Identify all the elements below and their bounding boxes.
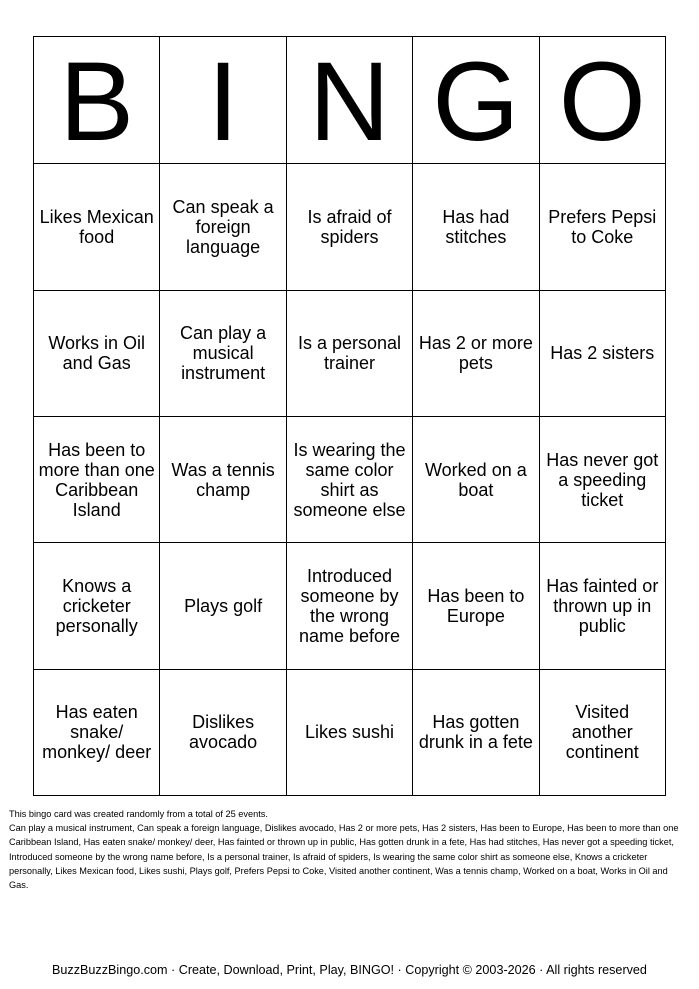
card-cell: Introduced someone by the wrong name before (286, 543, 412, 669)
card-row (34, 669, 666, 795)
card-cell: Has gotten drunk in a fete (413, 669, 539, 795)
card-cell: Has eaten snake/ monkey/ deer (34, 669, 160, 795)
card-cell: Has never got a speeding ticket (539, 416, 665, 542)
card-cell: Knows a cricketer personally (34, 543, 160, 669)
card-cell: Works in Oil and Gas (34, 290, 160, 416)
card-cell: Can play a musical instrument (160, 290, 286, 416)
card-cell: Has 2 or more pets (413, 290, 539, 416)
card-cell: Was a tennis champ (160, 416, 286, 542)
card-row (34, 164, 666, 290)
card-cell: Plays golf (160, 543, 286, 669)
card-row (34, 543, 666, 669)
header-letter-i: I (160, 37, 286, 164)
note-intro: This bingo card was created randomly from a total of 25 events. (9, 809, 268, 819)
note-events: Can play a musical instrument, Can speak a foreign language, Dislikes avocado, Has 2 or more pets, Has 2 sisters, Has been to Europe, Has been to more than one Caribbean Island, Has eaten snake/ monkey/ deer, Has fainted or thrown up in public, Has gotten drunk in a fete, Has had stitches, Has never got a speeding ticket, Introduced someone by the wrong name before, Is a personal trainer, Is afraid of spiders, Is wearing the same color shirt as someone else, Knows a cricketer personally, Likes Mexican food, Likes sushi, Plays golf, Prefers Pepsi to Coke, Visited another continent, Was a tennis champ, Worked on a boat, Works in Oil and Gas. (9, 823, 679, 891)
card-cell: Visited another continent (539, 669, 665, 795)
card-cell: Prefers Pepsi to Coke (539, 164, 665, 290)
card-row (34, 290, 666, 416)
card-cell: Has fainted or thrown up in public (539, 543, 665, 669)
header-letter-g: G (413, 37, 539, 164)
header-letter-o: O (539, 37, 665, 164)
card-cell: Is wearing the same color shirt as someone else (286, 416, 412, 542)
card-cell: Has had stitches (413, 164, 539, 290)
card-cell: Likes sushi (286, 669, 412, 795)
card-cell: Has been to more than one Caribbean Island (34, 416, 160, 542)
card-cell: Worked on a boat (413, 416, 539, 542)
header-row (34, 37, 666, 164)
card-cell: Is afraid of spiders (286, 164, 412, 290)
card-cell: Dislikes avocado (160, 669, 286, 795)
card-cell: Likes Mexican food (34, 164, 160, 290)
header-letter-n: N (286, 37, 412, 164)
card-cell: Can speak a foreign language (160, 164, 286, 290)
card-cell: Has been to Europe (413, 543, 539, 669)
event-list-note (9, 807, 685, 892)
card-cell: Is a personal trainer (286, 290, 412, 416)
bingo-card (33, 36, 666, 796)
card-cell: Has 2 sisters (539, 290, 665, 416)
footer-text: BuzzBuzzBingo.com · Create, Download, Print, Play, BINGO! · Copyright © 2003-2026 · All rights reserved (52, 963, 647, 977)
card-row (34, 416, 666, 542)
header-letter-b: B (34, 37, 160, 164)
